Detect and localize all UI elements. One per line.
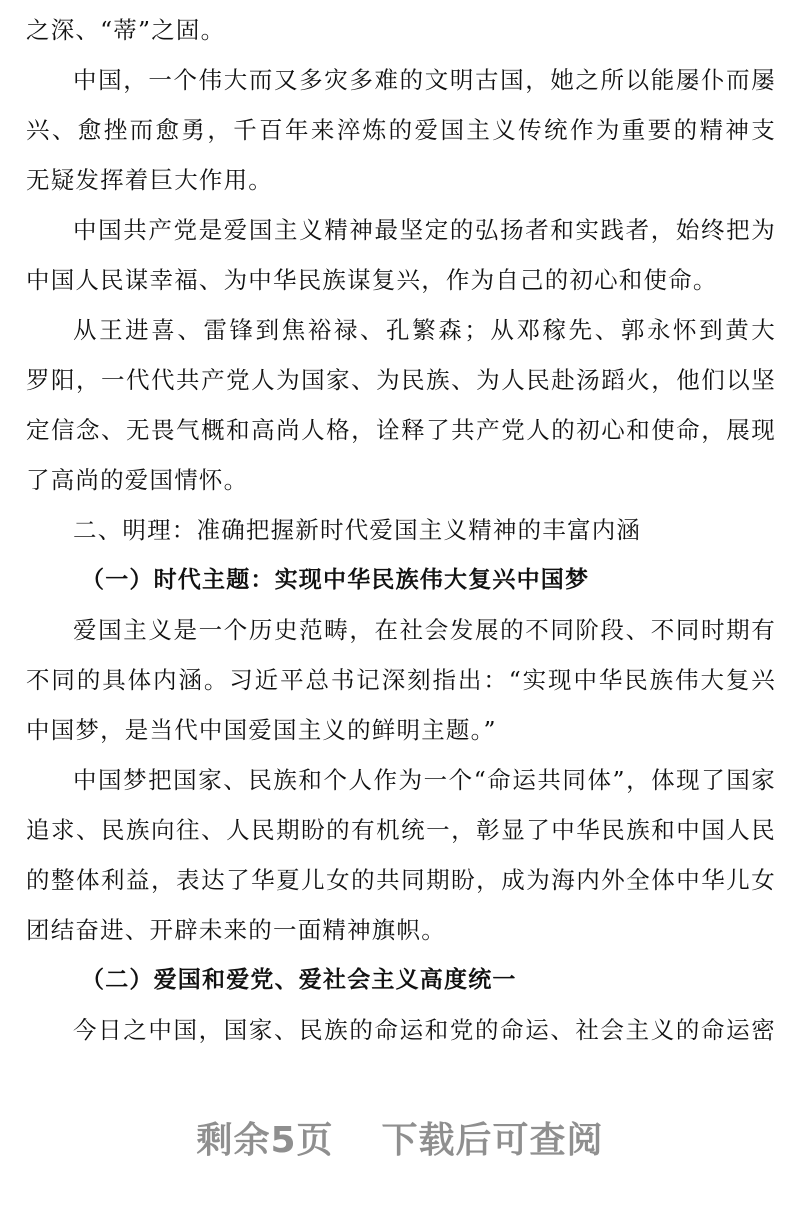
download-prompt-label: 下载后可查阅 [381,1120,604,1161]
text-line: 中国，一个伟大而又多灾多难的文明古国，她之所以能屡仆而屡 [73,66,776,94]
remaining-pages-label: 剩余5页 [196,1120,334,1161]
text-line: 的整体利益，表达了华夏儿女的共同期盼，成为海内外全体中华儿女 [26,866,776,894]
text-line: 之深、“蒂”之固。 [26,16,226,44]
text-line: 无疑发挥着巨大作用。 [26,166,273,194]
text-line: 今日之中国，国家、民族的命运和党的命运、社会主义的命运密 [73,1016,776,1044]
text-line: 从王进喜、雷锋到焦裕禄、孔繁森；从邓稼先、郭永怀到黄大 [73,316,776,344]
text-line: 中国共产党是爱国主义精神最坚定的弘扬者和实践者，始终把为 [73,216,776,244]
text-line: 中国梦把国家、民族和个人作为一个“命运共同体”，体现了国家 [73,766,776,794]
text-line: 了高尚的爱国情怀。 [26,466,249,494]
text-line: 追求、民族向往、人民期盼的有机统一，彰显了中华民族和中国人民 [26,816,776,844]
text-line: 中国人民谋幸福、为中华民族谋复兴，作为自己的初心和使命。 [26,266,718,294]
text-line: 中国梦，是当代中国爱国主义的鲜明主题。” [26,716,497,744]
subsection-heading: （一）时代主题：实现中华民族伟大复兴中国梦 [81,567,590,593]
text-line: 定信念、无畏气概和高尚人格，诠释了共产党人的初心和使命，展现 [26,416,776,444]
download-banner[interactable] [0,1112,800,1163]
text-line: 爱国主义是一个历史范畴，在社会发展的不同阶段、不同时期有 [73,616,776,644]
text-line: 罗阳，一代代共产党人为国家、为民族、为人民赴汤蹈火，他们以坚 [26,366,776,394]
text-line: 团结奋进、开辟未来的一面精神旗帜。 [26,916,446,944]
document-page [26,10,776,1051]
text-line: 不同的具体内涵。习近平总书记深刻指出：“实现中华民族伟大复兴 [26,666,776,694]
text-line: 兴、愈挫而愈勇，千百年来淬炼的爱国主义传统作为重要的精神支 [26,116,776,144]
subsection-heading: （二）爱国和爱党、爱社会主义高度统一 [81,967,517,993]
section-heading: 二、明理：准确把握新时代爱国主义精神的丰富内涵 [73,516,642,544]
